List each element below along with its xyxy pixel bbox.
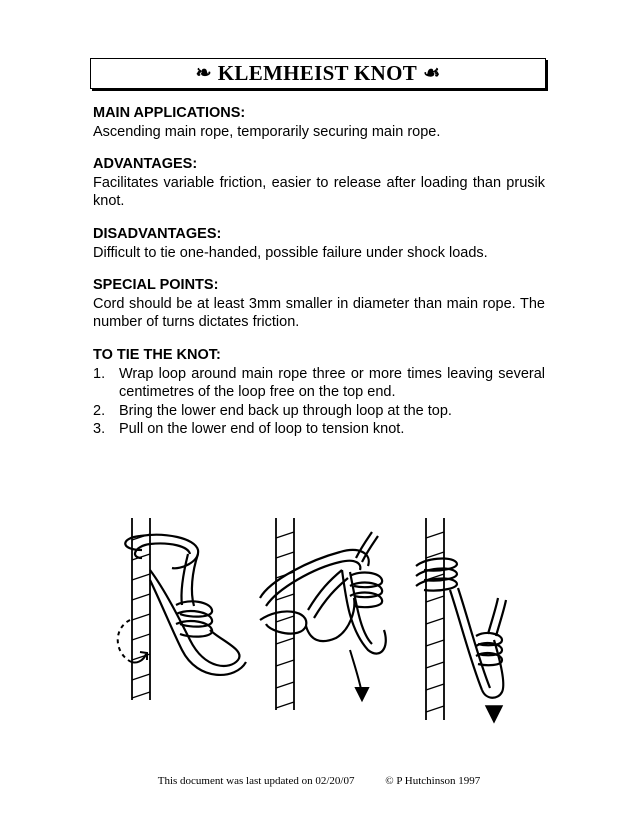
list-item bbox=[93, 365, 545, 402]
list-item bbox=[93, 402, 545, 421]
list-item bbox=[93, 420, 545, 439]
section-body: Cord should be at least 3mm smaller in diameter than main rope. The number of turns dictates friction. bbox=[93, 295, 545, 331]
main-content bbox=[93, 104, 545, 453]
left-ornament-icon: ❧ bbox=[195, 63, 212, 84]
section-disadvantages bbox=[93, 225, 545, 262]
section-body: Facilitates variable friction, easier to release after loading than prusik knot. bbox=[93, 174, 545, 210]
copyright-text: © P Hutchinson 1997 bbox=[385, 775, 481, 787]
steps-list bbox=[93, 365, 545, 439]
last-updated-text: This document was last updated on 02/20/07 bbox=[157, 775, 355, 787]
main-rope-3 bbox=[426, 518, 444, 720]
section-body: Difficult to tie one-handed, possible failure under shock loads. bbox=[93, 244, 488, 261]
section-to-tie bbox=[93, 346, 545, 439]
section-heading: TO TIE THE KNOT: bbox=[93, 346, 221, 363]
section-body: Ascending main rope, temporarily securing main rope. bbox=[93, 123, 441, 140]
section-heading: SPECIAL POINTS: bbox=[93, 277, 219, 294]
knot-illustration bbox=[110, 510, 540, 740]
section-special-points bbox=[93, 276, 545, 332]
cord-loop-3 bbox=[416, 559, 506, 698]
step-text: Pull on the lower end of loop to tension knot. bbox=[119, 421, 405, 438]
step-number: 3. bbox=[93, 421, 106, 438]
step-number: 1. bbox=[93, 365, 106, 382]
title-box bbox=[90, 58, 546, 89]
panel-3-step-tension bbox=[416, 518, 506, 722]
section-advantages bbox=[93, 155, 545, 211]
section-heading: MAIN APPLICATIONS: bbox=[93, 105, 246, 121]
step-text: Bring the lower end back up through loop at the top. bbox=[119, 402, 452, 419]
page-footer bbox=[0, 775, 638, 787]
panel-2-step-bring-up bbox=[260, 518, 386, 710]
panel-1-step-wrap bbox=[118, 518, 246, 700]
section-heading: DISADVANTAGES: bbox=[93, 225, 222, 242]
step-number: 2. bbox=[93, 402, 106, 419]
section-main-applications bbox=[93, 104, 545, 141]
arrow-down-icon bbox=[350, 650, 368, 700]
right-ornament-icon: ☙ bbox=[423, 63, 441, 84]
cord-loop-2 bbox=[260, 532, 386, 654]
step-text: Wrap loop around main rope three or more times leaving several centimetres of the loop free on the top end. bbox=[119, 365, 545, 401]
page-title: KLEMHEIST KNOT bbox=[217, 61, 418, 85]
arrow-pull-icon bbox=[486, 706, 502, 722]
main-rope-2 bbox=[276, 518, 294, 710]
section-heading: ADVANTAGES: bbox=[93, 156, 198, 173]
